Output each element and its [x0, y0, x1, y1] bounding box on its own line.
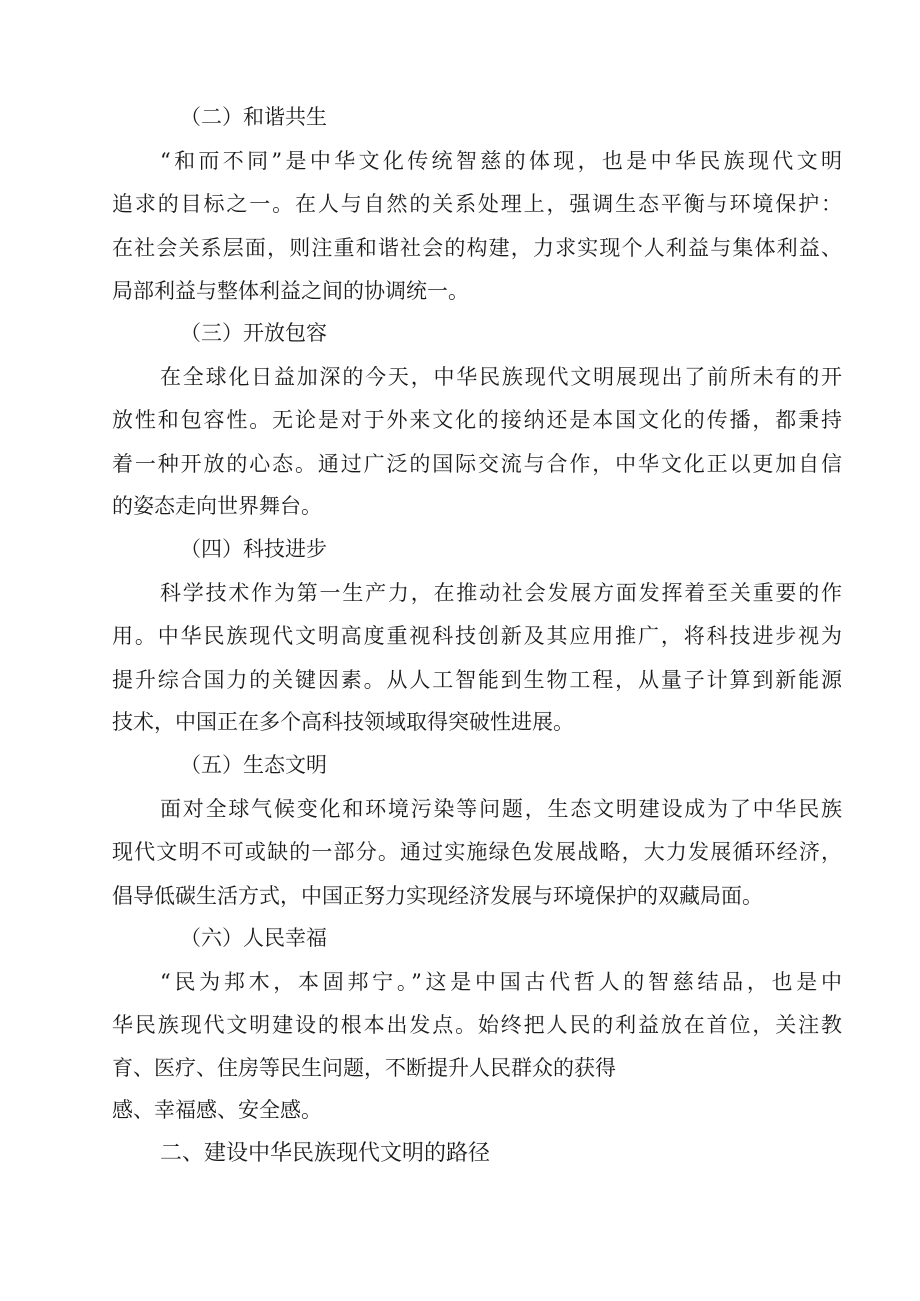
- paragraph-line: 感、幸福感、安全感。: [112, 1098, 322, 1122]
- paragraph-line: 面对全球气候变化和环境污染等问题，生态文明建设成为了中华民族: [160, 797, 842, 821]
- section-heading: （三）开放包容: [180, 321, 327, 345]
- section-heading: （四）科技进步: [180, 537, 327, 561]
- paragraph-line: 提升综合国力的关键因素。从人工智能到生物工程，从量子计算到新能源: [112, 668, 842, 692]
- paragraph-line: 着一种开放的心态。通过广泛的国际交流与合作，中华文化正以更加自信: [112, 452, 842, 476]
- paragraph-line: 追求的目标之一。在人与自然的关系处理上，强调生态平衡与环境保护：: [112, 192, 842, 216]
- paragraph-line: 在社会关系层面，则注重和谐社会的构建，力求实现个人利益与集体利益、: [112, 236, 842, 260]
- section-heading: （六）人民幸福: [180, 926, 327, 950]
- paragraph-line: 科学技术作为第一生产力，在推动社会发展方面发挥着至关重要的作: [160, 581, 842, 605]
- paragraph-line: 现代文明不可或缺的一部分。通过实施绿色发展战略，大力发展循环经济，: [112, 840, 842, 864]
- paragraph-line: “和而不同”是中华文化传统智慈的体现，也是中华民族现代文明: [160, 149, 842, 173]
- paragraph-line: 育、医疗、住房等民生问题，不断提升人民群众的获得: [112, 1056, 616, 1080]
- paragraph-line: 华民族现代文明建设的根本出发点。始终把人民的利益放在首位，关注教: [112, 1013, 842, 1037]
- paragraph-line: 用。中华民族现代文明高度重视科技创新及其应用推广，将科技进步视为: [112, 624, 842, 648]
- paragraph-line: 在全球化日益加深的今天，中华民族现代文明展现出了前所未有的开: [160, 365, 842, 389]
- paragraph-line: 放性和包容性。无论是对于外来文化的接纳还是本国文化的传播，都秉持: [112, 408, 842, 432]
- paragraph-line: “民为邦木，本固邦宁。”这是中国古代哲人的智慈结品，也是中: [160, 970, 842, 994]
- section-heading: （二）和谐共生: [180, 105, 327, 129]
- paragraph-line: 的姿态走向世界舞台。: [112, 494, 322, 518]
- main-heading: 二、建设中华民族现代文明的路径: [160, 1141, 491, 1166]
- paragraph-line: 局部利益与整体利益之间的协调统一。: [112, 279, 469, 303]
- paragraph-line: 倡导低碳生活方式，中国正努力实现经济发展与环境保护的双藏局面。: [112, 884, 763, 908]
- paragraph-line: 技术，中国正在多个高科技领域取得突破性进展。: [112, 710, 574, 734]
- section-heading: （五）生态文明: [180, 753, 327, 777]
